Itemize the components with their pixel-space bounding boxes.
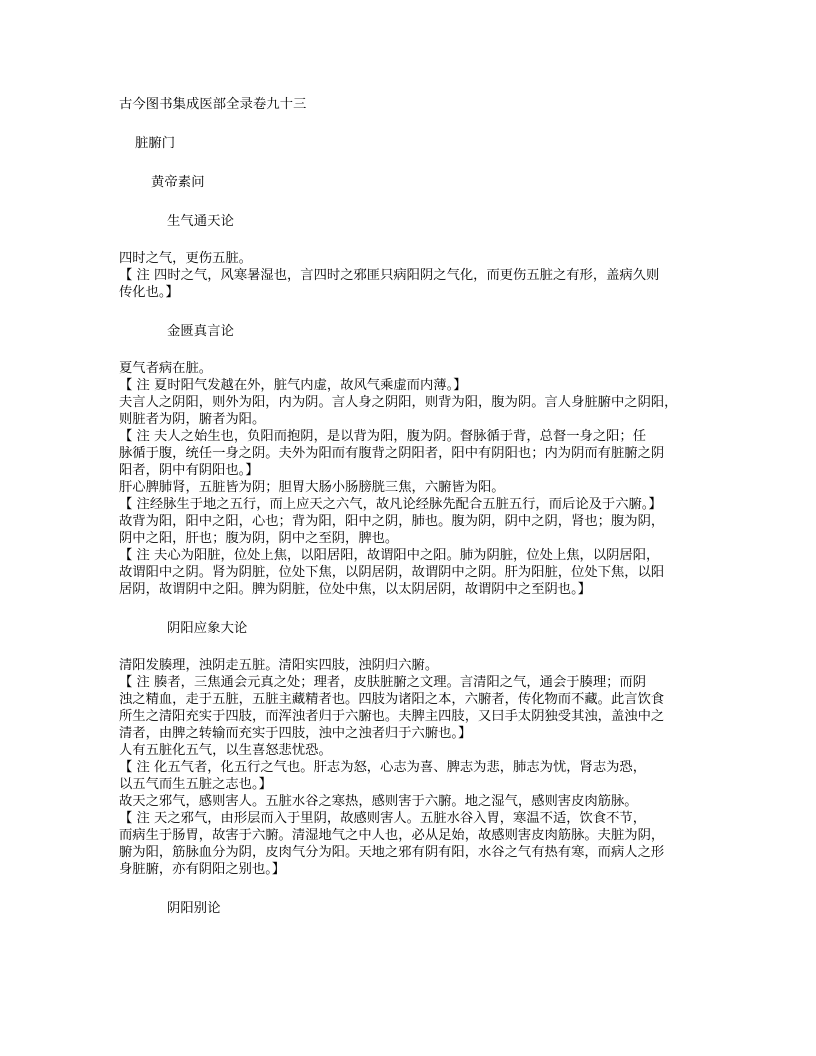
chapter-heading: 金匮真言论 [167,324,234,339]
text-line: 【 注 腠者，三焦通会元真之处；理者，皮肤脏腑之文理。言清阳之气，通会于腠理；而阴 [119,675,647,690]
text-line: 脉循于腹，统任一身之阴。夫外为阳而有腹背之阴阳者，阳中有阴阳也；内为阴而有脏腑之阴 [119,446,665,461]
text-line: 阳者，阴中有阴阳也。】 [119,463,259,478]
section-heading: 脏腑门 [135,136,176,151]
text-line: 浊之精血，走于五脏，五脏主藏精者也。四肢为诸阳之本，六腑者，传化物而不藏。此言饮食 [119,692,665,707]
text-line: 【 注 天之邪气，由形层而入于里阴，故感则害人。五脏水谷入胃，寒温不适，饮食不节， [119,811,647,826]
text-line: 所生之清阳充实于四肢，而浑浊者归于六腑也。夫脾主四肢，又曰手太阴独受其浊，盖浊中之 [119,709,665,724]
text-line: 【 注 夫人之始生也，负阳而抱阴，是以背为阳，腹为阴。督脉循于背，总督一身之阳；任 [119,429,647,444]
chapter-body [119,250,701,301]
text-line: 阴中之阳，肝也；腹为阴，阴中之至阴，脾也。 [119,531,399,546]
text-line: 【 注 化五气者，化五行之气也。肝志为怒，心志为喜、脾志为悲，肺志为忧，肾志为恐， [119,760,647,775]
document-title: 古今图书集成医部全录卷九十三 [119,97,307,112]
chapter-body [119,657,701,878]
chapter-heading: 生气通天论 [167,214,234,229]
text-line: 故天之邪气，感则害人。五脏水谷之寒热，感则害于六腑。地之湿气，感则害皮肉筋脉。 [119,794,638,809]
text-line: 故背为阳，阳中之阳，心也；背为阳，阳中之阴，肺也。腹为阴，阴中之阴，肾也；腹为阴， [119,514,665,529]
text-line: 传化也。】 [119,285,179,300]
chapter-body [119,360,701,598]
text-line: 【 注 夏时阳气发越在外，脏气内虚，故风气乘虚而内薄。】 [119,378,467,393]
text-line: 清阳发腠理，浊阴走五脏。清阳实四肢，浊阴归六腑。 [119,658,439,673]
chapter-heading: 阴阳应象大论 [167,621,248,636]
text-line: 则脏者为阴，腑者为阳。 [119,412,266,427]
text-line: 夏气者病在脏。 [119,361,213,376]
text-line: 【 注经脉生于地之五行，而上应天之六气，故凡论经脉先配合五脏五行，而后论及于六腑。】 [119,497,662,512]
text-line: 以五气而生五脏之志也。】 [119,777,272,792]
text-line: 夫言人之阴阳，则外为阳，内为阴。言人身之阴阳，则背为阳，腹为阴。言人身脏腑中之阴阳， [119,395,678,410]
text-line: 而病生于肠胃，故害于六腑。清湿地气之中人也，必从足始，故感则害皮肉筋脉。夫脏为阴， [119,828,665,843]
document-page [119,96,701,917]
text-line: 肝心脾肺肾，五脏皆为阴；胆胃大肠小肠膀胱三焦，六腑皆为阳。 [119,480,505,495]
text-line: 【 注 夫心为阳脏，位处上焦，以阳居阳，故谓阳中之阳。肺为阴脏，位处上焦，以阴居阳， [119,548,660,563]
chapter-heading: 阴阳别论 [167,901,221,916]
subsection-heading: 黄帝素问 [151,175,205,190]
text-line: 腑为阳，筋脉血分为阴，皮肉气分为阳。天地之邪有阴有阳，水谷之气有热有寒，而病人之形 [119,845,665,860]
text-line: 居阴，故谓阴中之阳。脾为阴脏，位处中焦，以太阴居阴，故谓阴中之至阴也。】 [119,582,592,597]
text-line: 人有五脏化五气，以生喜怒悲忧恐。 [119,743,332,758]
text-line: 身脏腑，亦有阴阳之别也。】 [119,862,286,877]
text-line: 清者，由脾之转输而充实于四肢，浊中之浊者归于六腑也。】 [119,726,472,741]
text-line: 四时之气，更伤五脏。 [119,251,252,266]
text-line: 【 注 四时之气，风寒暑湿也，言四时之邪匪只病阳阴之气化，而更伤五脏之有形，盖病久则 [119,268,660,283]
text-line: 故谓阳中之阴。肾为阴脏，位处下焦，以阴居阴，故谓阴中之阴。肝为阳脏，位处下焦，以阳 [119,565,665,580]
